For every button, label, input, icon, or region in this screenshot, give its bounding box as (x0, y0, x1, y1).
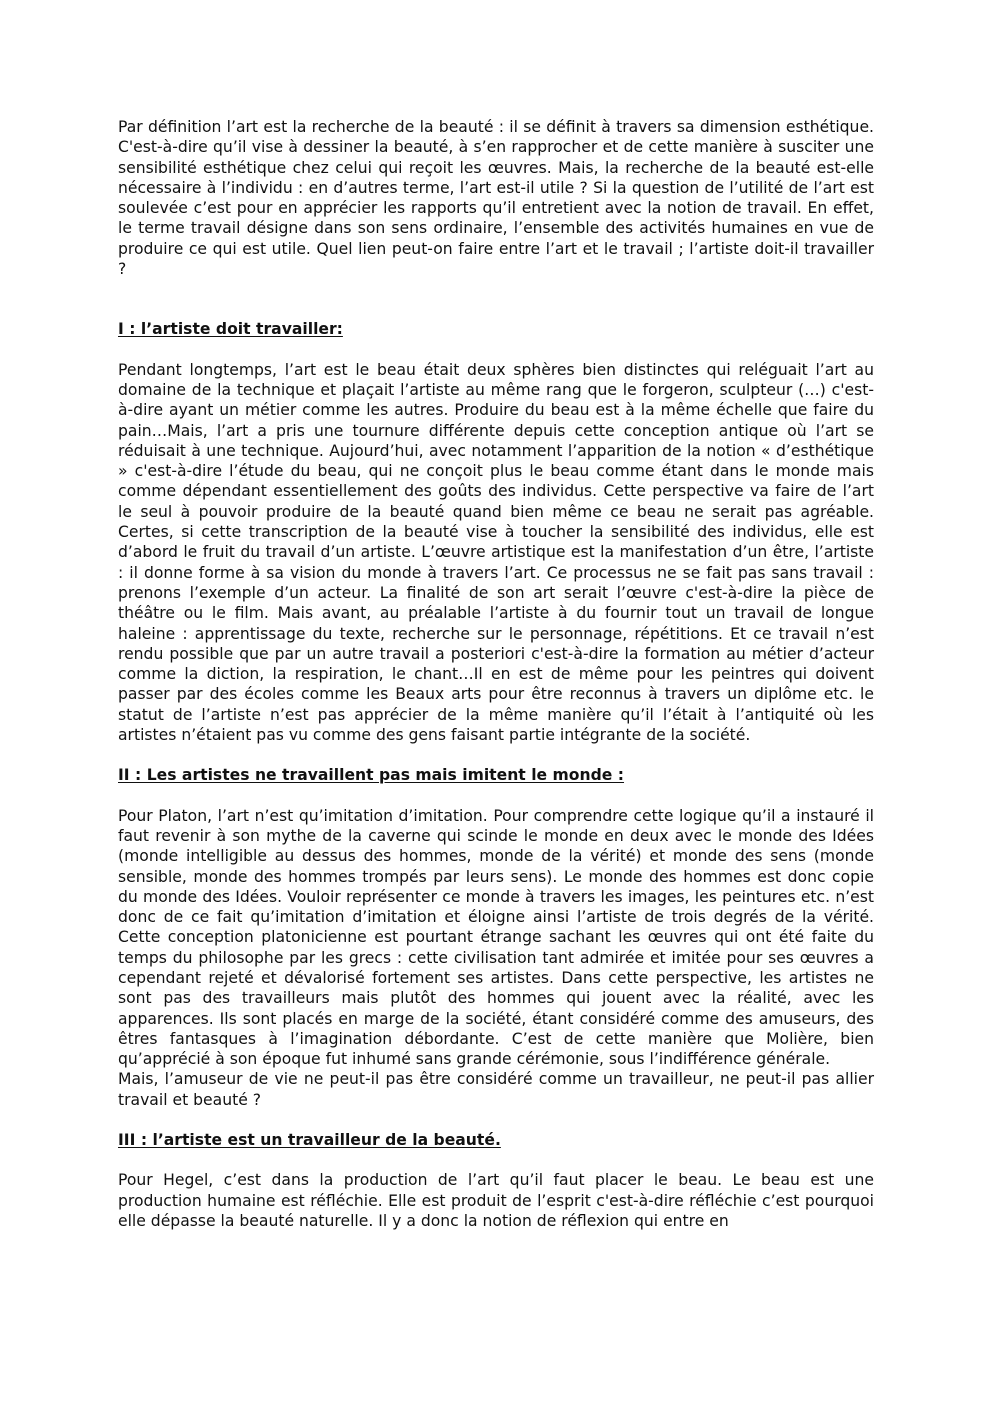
section-2-paragraph: Pour Platon, l’art n’est qu’imitation d’imitation. Pour comprendre cette logique qu’il a instauré il faut revenir à son mythe de la caverne qui scinde le monde en deux avec le monde des Idées (monde intelligible au dessus des hommes, monde de la vérité) et monde des sens (monde sensible, monde des hommes trompés par leurs sens). Le monde des hommes est donc copie du monde des Idées. Vouloir représenter ce monde à travers les images, les peintures etc. n’est donc de ce fait qu’imitation d’imitation et éloigne ainsi l’artiste de trois degrés de la vérité. Cette conception platonicienne est pourtant étrange sachant les œuvres qui ont été faite du temps du philosophe par les grecs : cette civilisation tant admirée et imitée pour ses œuvres a cependant rejeté et dévalorisé fortement ses artistes. Dans cette perspective, les artistes ne sont pas des travailleurs mais plutôt des hommes qui jouent avec la réalité, avec les apparences. Ils sont placés en marge de la société, étant considéré comme des amuseurs, des êtres fantasques à l’imagination débordante. C’est de cette manière que Molière, bien qu’apprécié à son époque fut inhumé sans grande cérémonie, sous l’indifférence générale. (118, 806, 874, 1069)
section-2-question-paragraph: Mais, l’amuseur de vie ne peut-il pas être considéré comme un travailleur, ne peut-il pas allier travail et beauté ? (118, 1070, 874, 1109)
section-2-heading: II : Les artistes ne travaillent pas mais imitent le monde : (118, 766, 625, 785)
section-1-paragraph: Pendant longtemps, l’art est le beau était deux sphères bien distinctes qui reléguait l’art au domaine de la technique et plaçait l’artiste au même rang que le forgeron, sculpteur (…) c'est-à-dire ayant un métier comme les autres. Produire du beau est à la même échelle que faire du pain…Mais, l’art a pris une tournure différente depuis cette conception antique où l’art se réduisait à une technique. Aujourd’hui, avec notamment l’apparition de la notion « d’esthétique » c'est-à-dire l’étude du beau, qui ne conçoit plus le beau comme étant dans le monde mais comme dépendant essentiellement des goûts des individus. Cette perspective va faire de l’art le seul à pouvoir produire de la beauté quand bien même ce beau ne serait pas agréable. Certes, si cette transcription de la beauté vise à toucher la sensibilité des individus, elle est d’abord le fruit du travail d’un artiste. L’œuvre artistique est la manifestation d’un être, l’artiste : il donne forme à sa vision du monde à travers l’art. Ce processus ne se fait pas sans travail : prenons l’exemple d’un acteur. La finalité de son art serait l’œuvre c'est-à-dire la pièce de théâtre ou le film. Mais avant, au préalable l’artiste à du fournir tout un travail de longue haleine : apprentissage du texte, recherche sur le personnage, répétitions. Et ce travail n’est rendu possible que par un autre travail a posteriori c'est-à-dire la formation au métier d’acteur comme la diction, la respiration, le chant…Il en est de même pour les peintres qui doivent passer par des écoles comme les Beaux arts pour être reconnus à travers un diplôme etc. le statut de l’artiste n’est pas apprécier de la même manière qu’il l’était à l’antiquité où les artistes n’étaient pas vu comme des gens faisant partie intégrante de la société. (118, 360, 874, 745)
document-page (118, 117, 874, 1231)
section-1-heading: I : l’artiste doit travailler: (118, 320, 343, 339)
section-3-paragraph: Pour Hegel, c’est dans la production de l’art qu’il faut placer le beau. Le beau est une production humaine est réfléchie. Elle est produit de l’esprit c'est-à-dire réfléchie c’est pourquoi elle dépasse la beauté naturelle. Il y a donc la notion de réflexion qui entre en (118, 1171, 874, 1230)
intro-paragraph: Par définition l’art est la recherche de la beauté : il se définit à travers sa dimension esthétique. C'est-à-dire qu’il vise à dessiner la beauté, à s’en rapprocher et de cette manière à susciter une sensibilité esthétique chez celui qui reçoit les œuvres. Mais, la recherche de la beauté est-elle nécessaire à l’individu : en d’autres terme, l’art est-il utile ? Si la question de l’utilité de l’art est soulevée c’est pour en apprécier les rapports qu’il entretient avec la notion de travail. En effet, le terme travail désigne dans son sens ordinaire, l’ensemble des activités humaines en vue de produire ce qui est utile. Quel lien peut-on faire entre l’art et le travail ; l’artiste doit-il travailler ? (118, 118, 874, 279)
section-3-heading: III : l’artiste est un travailleur de la beauté. (118, 1131, 501, 1150)
